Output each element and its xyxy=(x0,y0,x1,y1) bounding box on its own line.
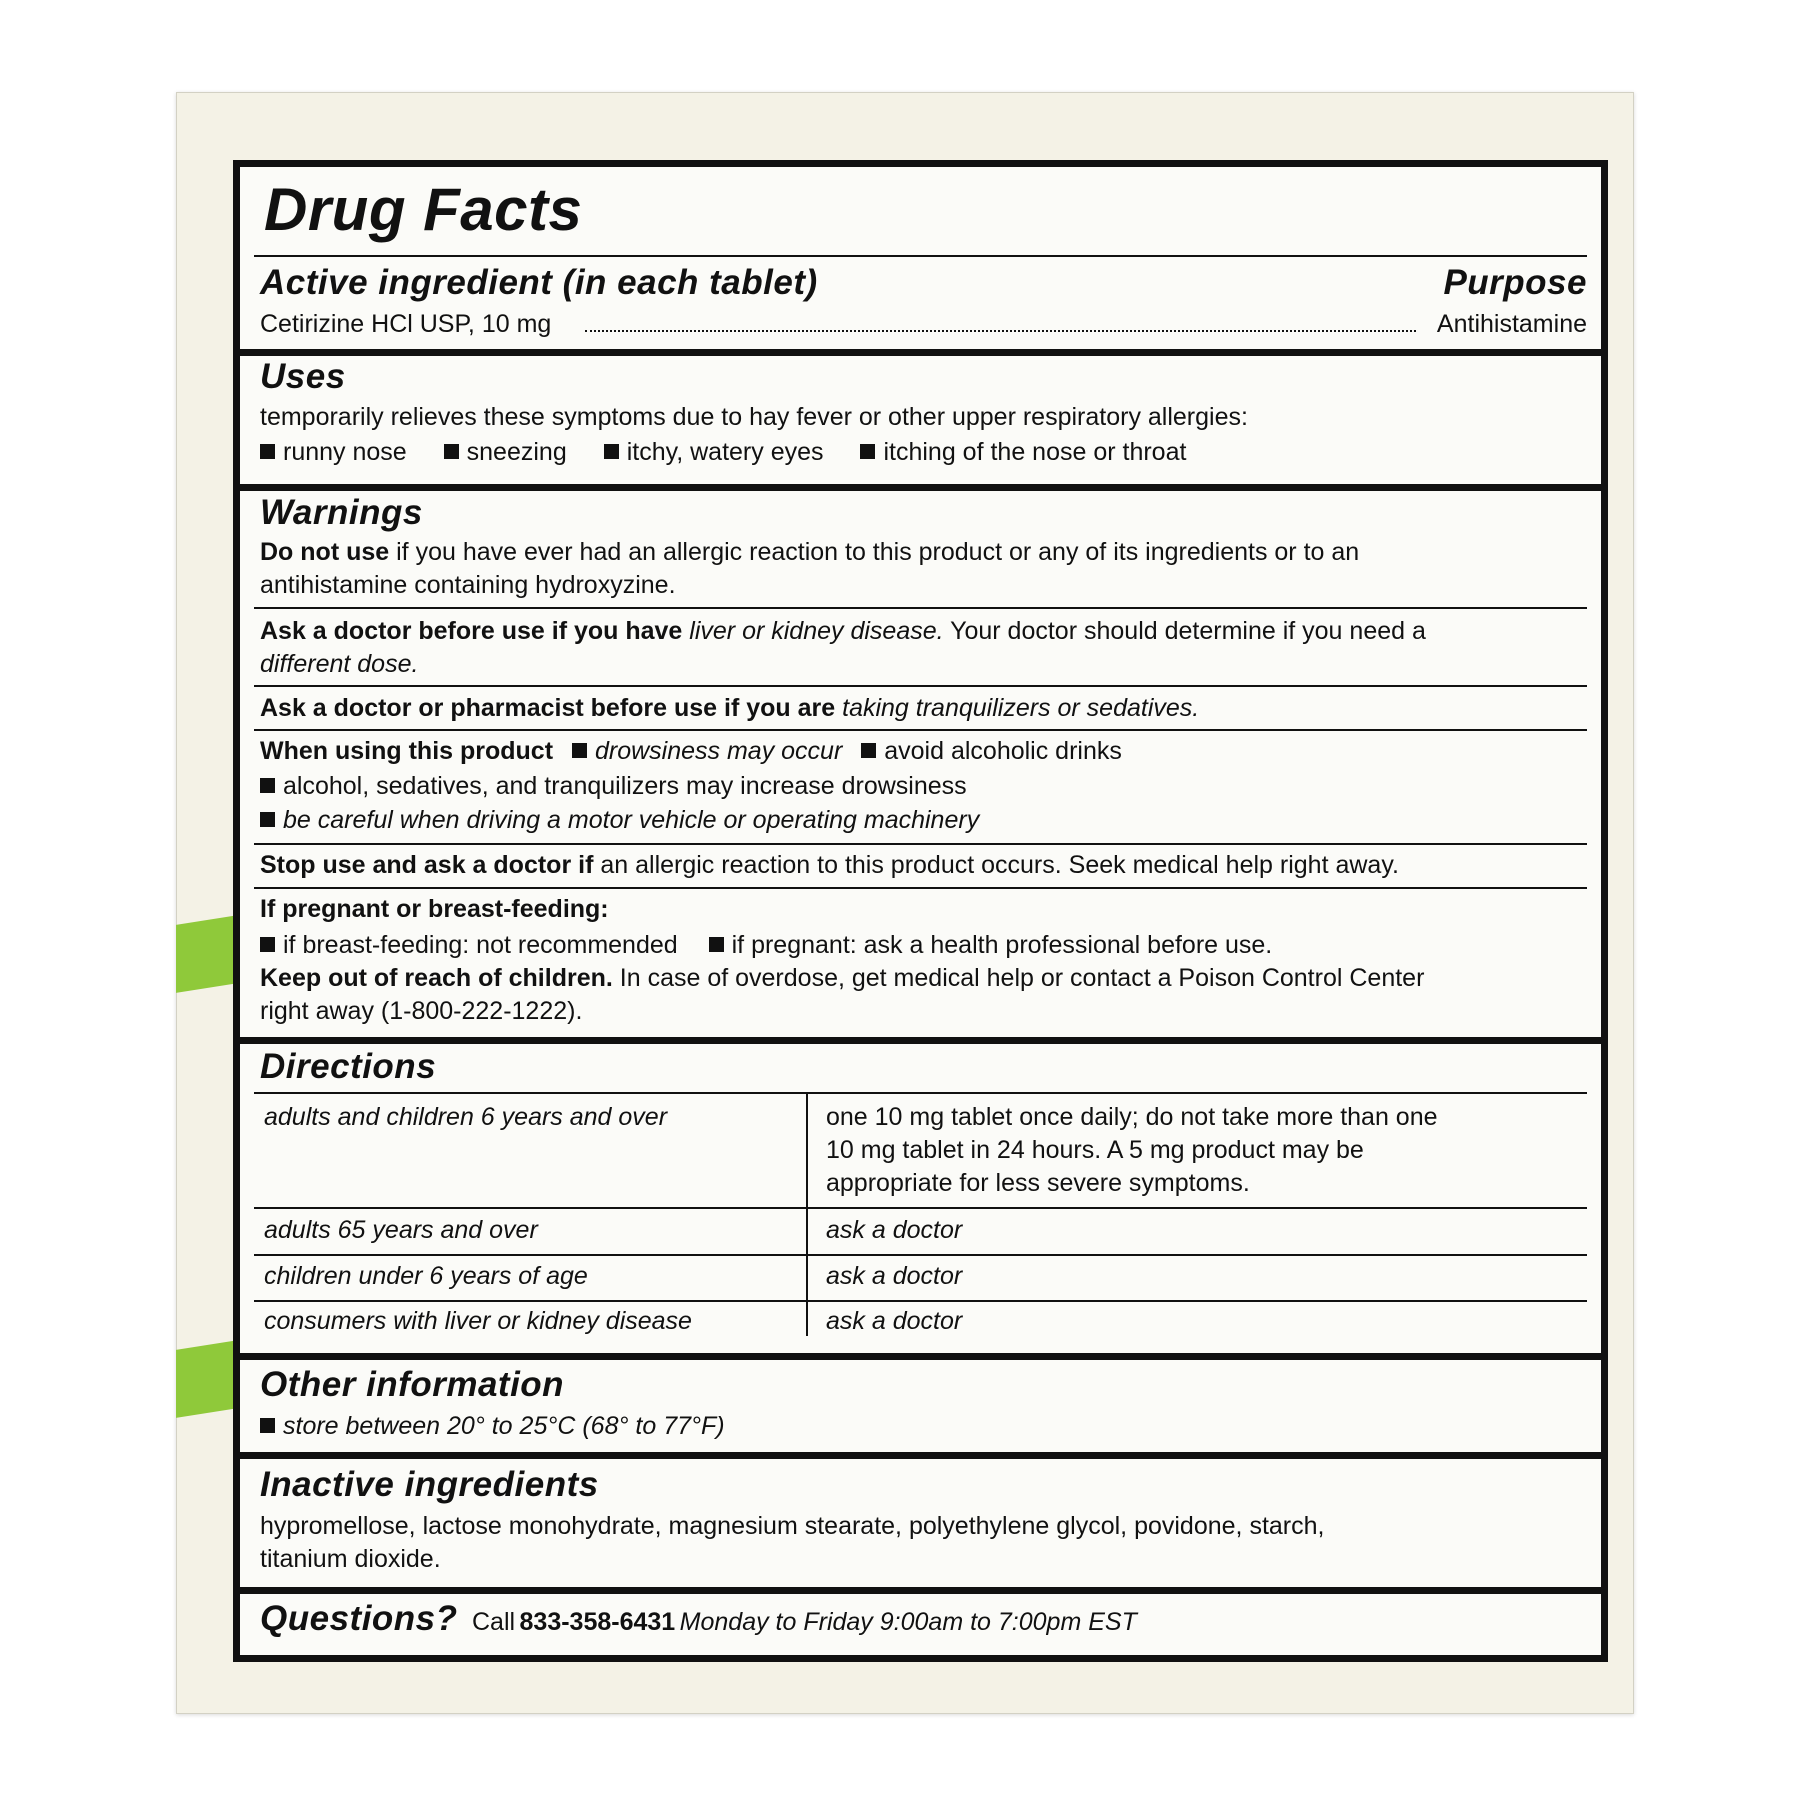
dosage-group: adults and children 6 years and over xyxy=(264,1103,668,1131)
dosage-instruction: appropriate for less severe symptoms. xyxy=(826,1169,1250,1197)
list-item: itchy, watery eyes xyxy=(604,438,824,466)
pregnant-heading: If pregnant or breast-feeding: xyxy=(260,895,609,923)
warnings-rule-1 xyxy=(254,607,1587,609)
active-ingredient: Cetirizine HCl USP, 10 mg xyxy=(260,310,552,338)
section-rule-6 xyxy=(240,1587,1601,1594)
dosage-group: adults 65 years and over xyxy=(264,1216,538,1244)
directions-rule-2 xyxy=(254,1254,1587,1256)
warnings-heading: Warnings xyxy=(260,493,423,532)
ask-doctor-line-1: Ask a doctor before use if you have liver or kidney disease. Your doctor should determine if you need a xyxy=(260,617,1426,645)
stop-use-line: Stop use and ask a doctor if an allergic reaction to this product occurs. Seek medical help right away. xyxy=(260,851,1399,879)
dosage-instruction: one 10 mg tablet once daily; do not take more than one xyxy=(826,1103,1438,1131)
leader-dots xyxy=(585,330,1416,332)
list-item: itching of the nose or throat xyxy=(860,438,1186,466)
ask-doctor-line-2: different dose. xyxy=(260,650,419,678)
title-rule xyxy=(254,255,1587,257)
section-rule-2 xyxy=(240,484,1601,491)
list-item: if pregnant: ask a health professional before use. xyxy=(709,931,1273,959)
inactive-heading: Inactive ingredients xyxy=(260,1465,599,1504)
list-item: be careful when driving a motor vehicle or operating machinery xyxy=(260,804,979,837)
dosage-instruction: ask a doctor xyxy=(826,1216,963,1244)
do-not-use-line-1: Do not use if you have ever had an allergic reaction to this product or any of its ingredients or to an xyxy=(260,538,1360,566)
list-item: if breast-feeding: not recommended xyxy=(260,931,678,959)
list-item: drowsiness may occur xyxy=(572,737,842,765)
directions-rule-3 xyxy=(254,1300,1587,1302)
green-stripe-upper xyxy=(176,915,238,993)
warnings-rule-5 xyxy=(254,887,1587,889)
list-item: avoid alcoholic drinks xyxy=(861,737,1122,765)
purpose-heading: Purpose xyxy=(1443,263,1587,302)
warnings-rule-3 xyxy=(254,729,1587,731)
list-item: alcohol, sedatives, and tranquilizers may increase drowsiness xyxy=(260,770,967,803)
uses-bullets xyxy=(260,436,1186,469)
pregnant-bullets xyxy=(260,929,1272,962)
section-rule-1 xyxy=(240,349,1601,356)
section-rule-3 xyxy=(240,1037,1601,1044)
phone-number: 833-358-6431 xyxy=(519,1608,676,1636)
inactive-line-1: hypromellose, lactose monohydrate, magnesium stearate, polyethylene glycol, povidone, starch, xyxy=(260,1512,1325,1540)
uses-heading: Uses xyxy=(260,357,346,396)
dosage-group: children under 6 years of age xyxy=(264,1262,588,1290)
drug-facts-panel xyxy=(233,160,1608,1662)
ask-pharmacist-line: Ask a doctor or pharmacist before use if you are taking tranquilizers or sedatives. xyxy=(260,694,1200,722)
uses-intro: temporarily relieves these symptoms due to hay fever or other upper respiratory allergies: xyxy=(260,403,1248,431)
do-not-use-line-2: antihistamine containing hydroxyzine. xyxy=(260,571,676,599)
when-using-line-1: When using this product drowsiness may occur avoid alcoholic drinks xyxy=(260,737,1122,765)
green-stripe-lower xyxy=(176,1340,238,1418)
questions-heading: Questions? xyxy=(260,1599,458,1638)
active-ingredient-heading: Active ingredient (in each tablet) xyxy=(260,263,818,302)
directions-heading: Directions xyxy=(260,1047,437,1086)
questions-line: Questions? Call 833-358-6431 Monday to Friday 9:00am to 7:00pm EST xyxy=(260,1599,1137,1638)
list-item: runny nose xyxy=(260,438,407,466)
directions-rule-0 xyxy=(254,1092,1587,1094)
section-rule-5 xyxy=(240,1452,1601,1459)
inactive-line-2: titanium dioxide. xyxy=(260,1545,441,1573)
other-info-heading: Other information xyxy=(260,1365,565,1404)
keep-out-line-1: Keep out of reach of children. In case of overdose, get medical help or contact a Poison Control Center xyxy=(260,964,1425,992)
dosage-group: consumers with liver or kidney disease xyxy=(264,1307,692,1335)
dosage-instruction: ask a doctor xyxy=(826,1307,963,1335)
dosage-instruction: ask a doctor xyxy=(826,1262,963,1290)
dosage-instruction: 10 mg tablet in 24 hours. A 5 mg product may be xyxy=(826,1136,1364,1164)
warnings-rule-4 xyxy=(254,843,1587,845)
drug-facts-title: Drug Facts xyxy=(264,176,583,243)
purpose-value: Antihistamine xyxy=(1436,310,1587,338)
list-item: sneezing xyxy=(444,438,567,466)
keep-out-line-2: right away (1-800-222-1222). xyxy=(260,997,583,1025)
directions-rule-1 xyxy=(254,1207,1587,1209)
list-item: store between 20° to 25°C (68° to 77°F) xyxy=(260,1410,725,1443)
section-rule-4 xyxy=(240,1353,1601,1360)
warnings-rule-2 xyxy=(254,685,1587,687)
